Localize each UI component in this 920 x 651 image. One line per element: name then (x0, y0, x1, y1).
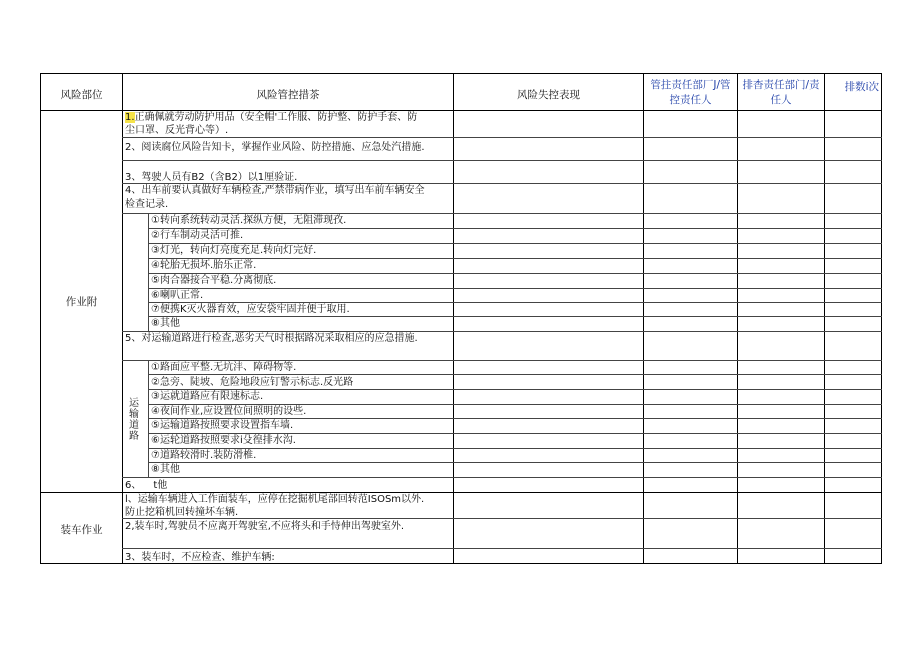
row-line (148, 462, 882, 463)
header-inspect-owner-line2: 任人 (770, 94, 792, 106)
road-char: 路 (129, 431, 139, 442)
row-line (122, 548, 882, 549)
item-4-sub: ③灯光，转向灯亮度充足.转向灯完好. (151, 245, 317, 256)
header-risk-area: 风险部位 (60, 89, 103, 101)
header-check-count: 排数i次 (844, 81, 879, 93)
item-6-number: 6、 (125, 480, 142, 491)
loading-item-3: 3、装车时，不应检查、维护车辆: (125, 552, 275, 563)
row-line (148, 228, 882, 229)
subcol-divider (148, 213, 149, 331)
row-line (122, 213, 882, 214)
section-road-vertical (127, 398, 141, 442)
item-5-sub: ⑦道路较滑时.装防滑椎. (151, 450, 257, 461)
row-line (122, 137, 882, 138)
row-line (148, 273, 882, 274)
item-4-sub: ⑤肉合器接合平稳.分离彻底. (151, 275, 277, 286)
loading-item-1-line2: 防止挖箱机回转撞坏车辆. (125, 507, 239, 518)
section-work: 作业附 (65, 296, 98, 308)
row-line (148, 258, 882, 259)
item-5-sub: ⑧其他 (151, 464, 180, 475)
row-line (148, 389, 882, 390)
road-char: 运 (129, 398, 139, 409)
table-border-right (881, 73, 882, 564)
col-divider (453, 73, 454, 564)
header-inspect-owner-line1: 排杳责任部门/责 (742, 79, 820, 91)
header-inspect-owner (738, 78, 824, 108)
header-control-owner-line1: 管拄责任部厂J/管 (650, 79, 731, 91)
item-4-sub: ②行车制动灵活可推. (151, 230, 244, 241)
item-3: 3、驾驶人员有B2（含B2）以1厘验证. (125, 172, 298, 183)
item-6-text: t他 (153, 480, 168, 491)
header-divider (40, 110, 882, 111)
road-char: 输 (129, 409, 139, 420)
item-4-sub: ①转向系统转动灵活.探纵方便，无阻滞现孜. (151, 215, 347, 226)
item-4-sub: ⑥喇叭正常. (151, 290, 204, 301)
item-1-line2: 尘口罩、反光背心等）. (125, 125, 229, 136)
item-5-sub: ④夜间作业,应设置位间照明的设些. (151, 406, 307, 417)
col-divider (824, 73, 825, 564)
loading-item-1-line1: l、运输车辆进入工作面装车，应停在挖掘机尾部回转范ISOSm以外. (125, 494, 425, 505)
item-6 (125, 480, 167, 492)
item-4-sub: ⑧其他 (151, 318, 180, 329)
header-failure-signs: 风险失控表现 (517, 89, 580, 101)
row-line (122, 360, 882, 361)
header-control-measures: 风险管控措茶 (256, 89, 320, 101)
item-5-sub: ⑤运输道路按照要求设置指车墙. (151, 420, 294, 431)
item-1-line1 (125, 112, 417, 124)
item-1-text: 正确佩就劳动防护用品（安全帽'工作服、防护整、防护手套、防 (134, 112, 418, 123)
item-4-sub: ⑦便携K灭火器育效，应安袋牢固并便于取用. (151, 304, 350, 315)
row-line (148, 433, 882, 434)
row-line (148, 288, 882, 289)
row-line (122, 477, 882, 478)
col-divider (643, 73, 644, 564)
item-4-line2: 检查记录. (125, 199, 169, 210)
item-5-sub: ⑥运轮道路按照要求i殳徨排水沟. (151, 435, 296, 446)
header-control-owner-line2: 控责任人 (669, 94, 712, 106)
item-5: 5、对运输道路进行检查,恶劣天气时根据路况采取相应的应急措施. (125, 333, 418, 344)
row-line (148, 448, 882, 449)
row-line (122, 331, 882, 332)
item-1-number: 1. (125, 112, 135, 123)
item-5-sub: ②急旁、陡坡、危险地段应钉警示标志.反光路 (151, 377, 354, 388)
row-line (122, 160, 882, 161)
col-divider (737, 73, 738, 564)
col-divider (122, 73, 123, 564)
item-5-sub: ③运就道路应有限速标志. (151, 391, 264, 402)
item-2: 2、阅读腐位风险告知卡，掌握作业风险、防控措施、应急处汽措施. (125, 142, 425, 153)
item-5-sub: ①路面应平整.无坑沣、障碍物等. (151, 362, 297, 373)
section-loading: 装车作业 (60, 524, 103, 536)
row-line (148, 374, 882, 375)
table-border-top (40, 73, 882, 74)
row-line (148, 404, 882, 405)
table-border-left (40, 73, 41, 564)
header-control-owner (644, 78, 737, 108)
section-divider (40, 492, 882, 493)
row-line (148, 243, 882, 244)
row-line (148, 302, 882, 303)
road-char: 道 (129, 420, 139, 431)
row-line (148, 418, 882, 419)
row-line (148, 316, 882, 317)
item-4-sub: ④轮胎无损坏.胎乐正常. (151, 260, 257, 271)
item-4-line1: 4、出车前要认真做好车辆检查,严禁带病作业，填写出车前车辆安全 (125, 185, 425, 196)
loading-item-2: 2,装车时,驾驶员不应离开驾驶室,不应将头和手恃伸出驾驶室外. (125, 521, 405, 532)
